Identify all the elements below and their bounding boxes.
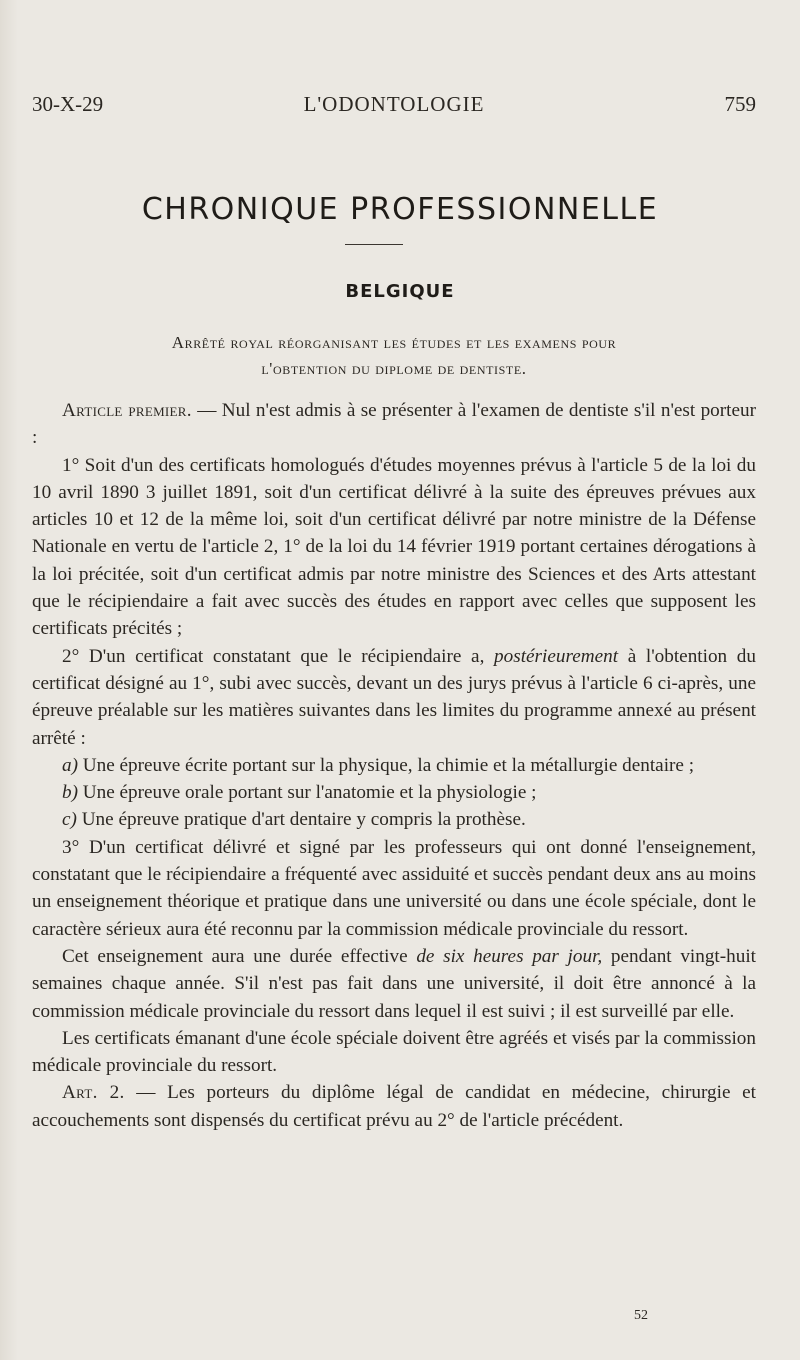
chronique-title: CHRONIQUE PROFESSIONNELLE — [141, 192, 659, 227]
article1-intro-text: — Nul n'est admis à se présenter à l'examen de dentiste s'il n'est porteur : — [32, 400, 756, 449]
duration-text-end: pendant vingt-huit semaines chaque année. S'il n'est pas fait dans une université, il doit être annoncé à la commission médicale provinciale du ressort dans lequel il est suivi ; il est surveillé par elle. — [32, 945, 756, 1022]
duration-italic: de six heures par jour, — [416, 945, 603, 967]
article1-item3: 3° D'un certificat délivré et signé par les professeurs qui ont donné l'enseignement, constatant que le récipiendaire a fréquenté avec assiduité et succès pendant deux ans au moins un enseignement théorique et pratique dans une université ou dans une école spéciale, dont le caractère sérieux aura été reconnu par la commission médicale provinciale du ressort. — [32, 836, 756, 940]
article1-label: Article premier. — [62, 400, 192, 421]
special-school-paragraph: Les certificats émanant d'une école spéciale doivent être agréés et visés par la commission médicale provinciale du ressort. — [32, 1027, 756, 1077]
running-head-date: 30-X-29 — [32, 92, 104, 116]
teaching-duration-paragraph — [32, 943, 756, 1025]
subitem-c — [32, 806, 756, 833]
title-rule — [345, 244, 403, 245]
section-title: BELGIQUE — [345, 281, 455, 302]
article2-label: Art. 2. — [62, 1082, 125, 1104]
article1-intro — [32, 397, 756, 452]
subitem-a-label: a) — [62, 754, 78, 776]
decree-heading — [32, 330, 756, 382]
running-head-journal: L'ODONTOLOGIE — [303, 92, 485, 116]
subitem-c-text: Une épreuve pratique d'art dentaire y compris la prothèse. — [76, 809, 526, 831]
subitem-a-text: Une épreuve écrite portant sur la physique, la chimie et la métallurgie dentaire ; — [77, 754, 695, 776]
signature-mark: 52 — [634, 1308, 648, 1323]
subitem-b-text: Une épreuve orale portant sur l'anatomie et la physiologie ; — [77, 782, 537, 804]
subitem-b-label: b) — [62, 782, 78, 804]
subitem-c-label: c) — [62, 809, 77, 831]
item2-italic: postérieurement — [494, 645, 619, 667]
decree-heading-line1: Arrêté royal réorganisant les études et les examens pour — [171, 333, 617, 352]
decree-heading-line2: l'obtention du diplome de dentiste. — [261, 359, 527, 378]
subitem-a — [32, 752, 756, 779]
page-number: 759 — [724, 92, 756, 116]
subitem-b — [32, 779, 756, 806]
article1-item2 — [32, 643, 756, 752]
article2-text: — Les porteurs du diplôme légal de candidat en médecine, chirurgie et accouchements sont dispensés du certificat prévu au 2° de l'article précédent. — [32, 1082, 756, 1131]
article2 — [32, 1079, 756, 1134]
duration-text-start: Cet enseignement aura une durée effective — [62, 945, 417, 967]
item2-text-end: à l'obtention du certificat désigné au 1°, subi avec succès, devant un des jurys prévus à l'article 6 ci-après, une épreuve préalable sur les matières suivantes dans les limites du programme annexé au présent arrêté : — [32, 645, 756, 749]
article-body — [32, 397, 756, 1134]
item2-text-start: 2° D'un certificat constatant que le récipiendaire a, — [62, 645, 495, 667]
article1-item1: 1° Soit d'un des certificats homologués d'études moyennes prévus à l'article 5 de la loi du 10 avril 1890 3 juillet 1891, soit d'un certificat délivré à la suite des épreuves prévues aux articles 10 et 12 de la même loi, soit d'un certificat délivré par notre ministre de la Défense Nationale en vertu de l'article 2, 1° de la loi du 14 février 1919 portant certaines dérogations à la loi précitée, soit d'un certificat admis par notre ministre des Sciences et des Arts attestant que le récipiendaire a fait avec succès des études en rapport avec celles que supposent les certificats précités ; — [32, 454, 756, 640]
running-head — [32, 92, 756, 120]
